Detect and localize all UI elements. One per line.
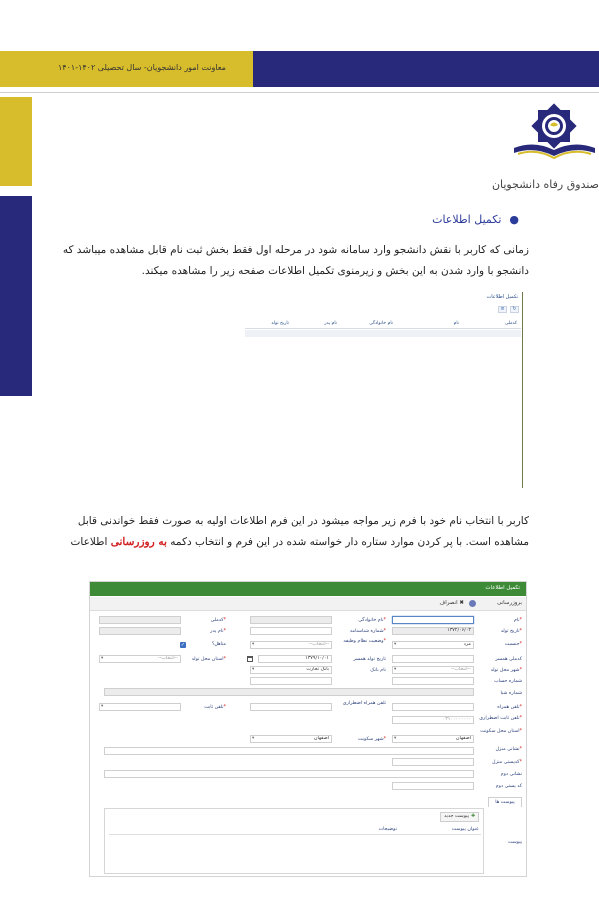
home-address-label: *نشانی منزل (495, 747, 522, 752)
header-gold-band (0, 51, 253, 87)
section-title-text: تکمیل اطلاعات (432, 213, 502, 226)
home-address-input[interactable] (104, 747, 474, 755)
col-description[interactable]: توضیحات (378, 827, 397, 832)
table-row[interactable] (245, 330, 521, 337)
tab-attachments[interactable]: پیوست ها (488, 797, 522, 807)
grid-title: تکمیل اطلاعات (486, 294, 518, 300)
col-father-name[interactable]: نام پدر (324, 321, 337, 326)
birth-date-label: *تاریخ تولد (500, 629, 522, 634)
residence-city-select[interactable]: اصفهان ▾ (250, 735, 332, 743)
header-divider (0, 92, 599, 93)
residence-province-select[interactable]: اصفهان ▾ (392, 735, 474, 743)
mobile-label: *تلفن همراه (497, 705, 522, 710)
section-title (432, 213, 519, 226)
scrollbar[interactable] (522, 292, 523, 488)
birth-province-label: *استان محل تولد (191, 657, 226, 662)
header-navy-band (253, 51, 599, 87)
second-postal-code-input[interactable] (392, 782, 474, 790)
married-label: متاهل؟ (211, 642, 226, 647)
side-gold-strip (0, 97, 32, 186)
sheba-label: شماره شبا (500, 691, 522, 696)
grid-header (245, 320, 521, 329)
duty-status-label: *وضعیت نظام وظیفه (343, 639, 386, 644)
second-address-input[interactable] (104, 770, 474, 778)
screenshot-info-form (89, 581, 527, 877)
residence-city-label: *شهر سکونت (358, 737, 386, 742)
account-number-label: شماره حساب (494, 679, 522, 684)
spouse-national-code-label: کدملی همسر (495, 657, 522, 662)
last-name-label: *نام خانوادگی (358, 618, 386, 623)
national-code-field (99, 616, 181, 624)
col-national-code[interactable]: کدملی (504, 321, 517, 326)
attachment-label: پیوست (508, 840, 522, 845)
birth-date-field: ۱۳۷۲/۰۶/۰۴ (392, 627, 474, 635)
account-number-extra[interactable] (250, 677, 332, 685)
married-checkbox[interactable]: ✓ (180, 642, 186, 648)
emergency-mobile-label: تلفن همراه اضطراری (342, 701, 386, 706)
calendar-icon[interactable] (247, 656, 253, 662)
student-welfare-fund-logo (510, 96, 599, 166)
second-address-label: نشانی دوم (500, 772, 522, 777)
spouse-national-code-input[interactable] (392, 655, 474, 663)
refresh-icon[interactable]: ↻ (510, 306, 519, 313)
screenshot-student-list (243, 290, 525, 490)
form-toolbar (90, 597, 526, 611)
second-postal-code-label: کد پستی دوم (495, 784, 522, 789)
mobile-input[interactable] (392, 703, 474, 711)
last-name-field (250, 616, 332, 624)
spouse-birth-date-label: تاریخ تولد همسر (353, 657, 386, 662)
cancel-button[interactable]: ✖ انصراف (439, 600, 464, 606)
paragraph-1: زمانی که کاربر با نقش دانشجو وارد سامانه شود در مرحله اول فقط بخش ثبت نام قابل مشاهده میباشد که دانشجو با وارد شدن به این بخش و زیرمنوی تکمیل اطلاعات صفحه زیر را مشاهده میکند. (62, 244, 529, 277)
attachments-panel (104, 808, 484, 874)
paragraph-2-end: اطلاعات (70, 536, 111, 548)
plus-icon: ✚ (470, 814, 475, 819)
col-first-name[interactable]: نام (453, 321, 459, 326)
spouse-birth-date-input[interactable]: ۱۳۷۹/۱۰/۰۱ (258, 655, 332, 663)
org-name: صندوق رفاه دانشجویان (491, 178, 599, 191)
birth-city-label: *شهر محل تولد (490, 668, 522, 673)
bank-name-select[interactable]: بانک تجارت ▾ (250, 666, 332, 674)
paragraph-2-text: کاربر با انتخاب نام خود با فرم زیر مواجه میشود در این فرم اطلاعات اولیه به صورت فقط خواندنی قابل مشاهده است. با پر کردن موارد ستاره دار خواسته شده در این فرم و انتخاب دکمه (77, 515, 529, 548)
id-number-label: *شماره شناسنامه (349, 629, 386, 634)
first-name-input[interactable] (392, 616, 474, 624)
gender-label: *جنسیت (504, 642, 522, 647)
attachments-header-line (109, 834, 481, 835)
landline-input[interactable] (99, 703, 181, 711)
col-attachment-title[interactable]: عنوان پیوست (451, 827, 479, 832)
account-number-input[interactable] (392, 677, 474, 685)
national-code-label: *کدملی (210, 618, 226, 623)
duty-status-select[interactable]: --انتخاب-- ▾ (250, 641, 332, 649)
first-name-label: *نام (513, 618, 522, 623)
birth-province-select[interactable]: --انتخاب-- ▾ (99, 655, 181, 663)
home-postal-code-input[interactable] (392, 758, 474, 766)
paragraph-2 (59, 511, 529, 553)
emergency-landline-input[interactable]: ۰۳۱۰۰۰۰۰۰۰۰ (392, 716, 474, 724)
gender-select[interactable]: مرد ▾ (392, 641, 474, 649)
bank-name-label: نام بانک (370, 668, 386, 673)
bullet-icon: ● (509, 213, 519, 226)
home-postal-code-label: *کدپستی منزل (492, 760, 522, 765)
father-name-field (99, 627, 181, 635)
paragraph-2-highlight: به روزرسانی (110, 536, 167, 548)
col-last-name[interactable]: نام خانوادگی (369, 321, 393, 326)
id-number-input[interactable] (250, 627, 332, 635)
landline-label: *تلفن ثابت (204, 705, 226, 710)
form-title: تکمیل اطلاعات (485, 585, 520, 591)
side-navy-strip (0, 196, 32, 396)
update-icon[interactable] (469, 600, 476, 607)
new-attachment-button[interactable]: ✚پیوست جدید (440, 812, 479, 822)
header-title: معاونت امور دانشجویان- سال تحصیلی ۱۴۰۲-۱۴۰۱ (58, 63, 226, 72)
update-button[interactable]: بروزرسانی (497, 600, 522, 606)
emergency-landline-label: *تلفن ثابت اضطراری (479, 716, 522, 721)
col-birth-date[interactable]: تاریخ تولد (271, 321, 289, 326)
birth-city-select[interactable]: --انتخاب-- ▾ (392, 666, 474, 674)
emergency-mobile-input[interactable] (250, 703, 332, 711)
residence-province-label: *استان محل سکونت (480, 729, 522, 734)
father-name-label: *نام پدر (210, 629, 226, 634)
sheba-field (104, 688, 474, 696)
form-title-bar (90, 582, 526, 596)
cancel-label: انصراف (439, 600, 458, 606)
list-view-icon[interactable]: ≡ (498, 306, 507, 313)
